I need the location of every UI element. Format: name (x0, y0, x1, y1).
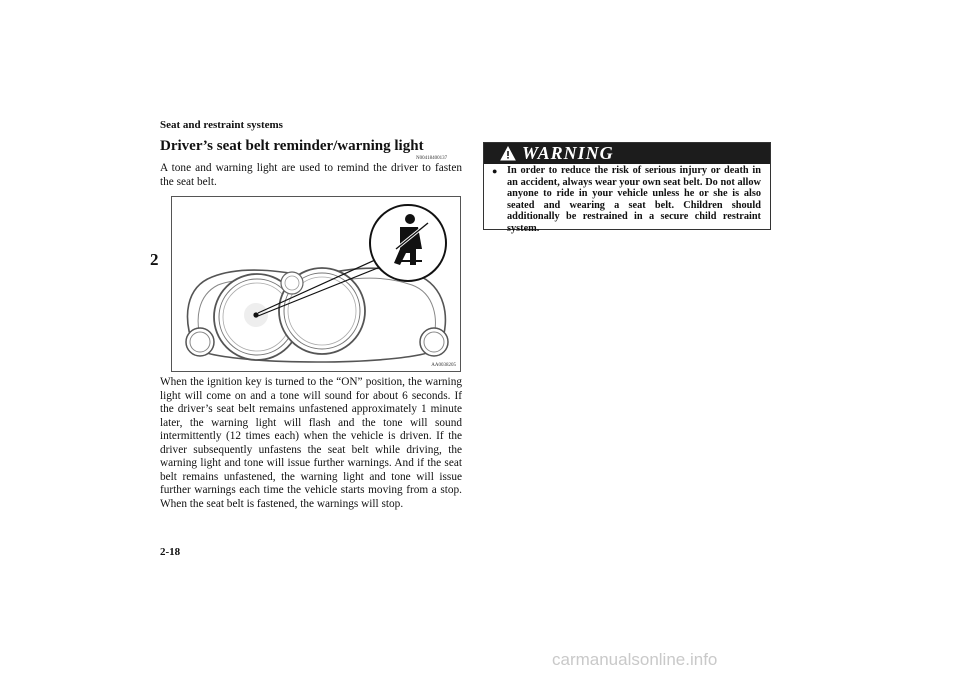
watermark: carmanualsonline.info (552, 650, 718, 669)
warning-title: WARNING (522, 143, 614, 163)
chapter-tab: 2 (150, 250, 159, 269)
warning-box (483, 142, 771, 234)
body-paragraph: When the ignition key is turned to the “ON” position, the warning light will come on and a tone will sound for about 6 seconds. If the driver’s seat belt remains unfastened approximately 1 minute later, the warning light will flash and the tone will sound intermittently (12 times each) when the vehicle is driven. If the driver subsequently unfastens the seat belt while driving, the warning light and tone will issue further warnings. And if the seat belt remains unfastened, the warning light and tone will issue further warnings each time the vehicle starts moving from a stop. When the seat belt is fastened, the warnings will stop. (160, 376, 462, 510)
instrument-cluster-figure (171, 196, 461, 372)
intro-paragraph: A tone and warning light are used to remind the driver to fasten the seat belt. (160, 162, 462, 188)
reference-code: N00418400137 (416, 156, 448, 161)
running-header: Seat and restraint systems (160, 119, 283, 131)
warning-header-bar (484, 143, 770, 164)
page-number: 2-18 (160, 546, 181, 558)
bullet-icon: ● (492, 166, 498, 176)
warning-triangle-icon (500, 146, 516, 161)
warning-item: In order to reduce the risk of serious injury or death in an accident, always wear your own seat belt. Do not allow anyone to ride in your vehicle unless he or she is also seated and wearing a seat belt. Children should additionally be restrained in a secure child restraint system. (507, 165, 761, 234)
instrument-cluster-illustration (172, 197, 462, 373)
section-title: Driver’s seat belt reminder/warning light (160, 138, 424, 154)
figure-code: AA0038205 (431, 363, 456, 368)
